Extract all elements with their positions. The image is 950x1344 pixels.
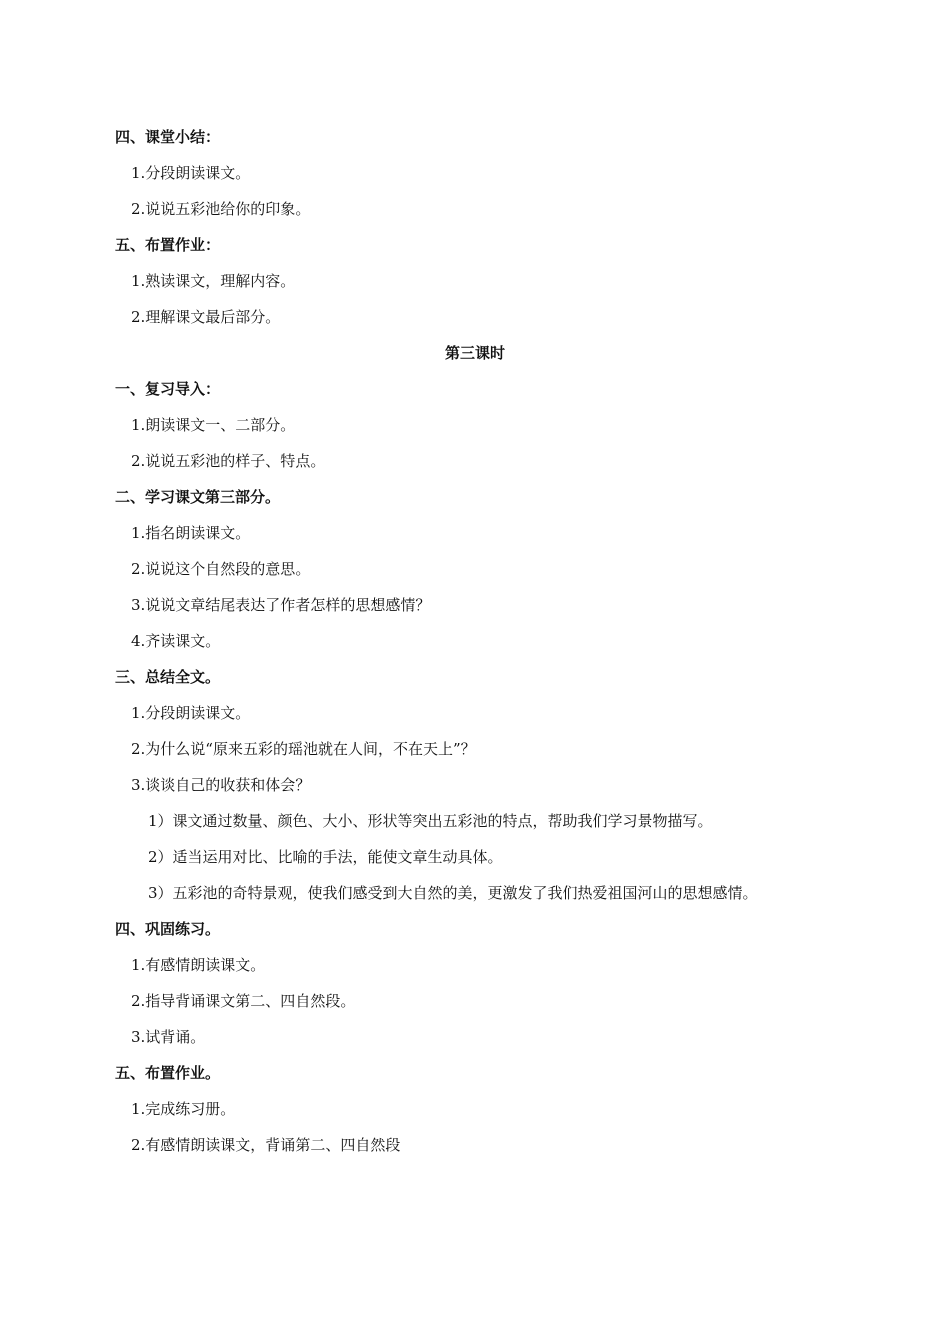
section-heading-assignment: 五、布置作业。 [115,1064,221,1082]
sub-list-item: 1）课文通过数量、颜色、大小、形状等突出五彩池的特点，帮助我们学习景物描写。 [148,812,713,830]
list-item: 1.指名朗读课文。 [131,524,251,542]
list-item: 1.有感情朗读课文。 [131,956,266,974]
section-heading-practice: 四、巩固练习。 [115,920,221,938]
sub-list-item: 3）五彩池的奇特景观，使我们感受到大自然的美，更激发了我们热爱祖国河山的思想感情。 [148,884,758,902]
sub-list-item: 2）适当运用对比、比喻的手法，能使文章生动具体。 [148,848,503,866]
list-item: 2.为什么说“原来五彩的瑶池就在人间，不在天上”？ [131,740,476,758]
list-item: 1.分段朗读课文。 [131,164,251,182]
list-item: 2.说说五彩池给你的印象。 [131,200,311,218]
list-item: 1.朗读课文一、二部分。 [131,416,296,434]
section-heading-homework: 五、布置作业： [115,236,221,254]
list-item: 4.齐读课文。 [131,632,221,650]
lesson-title: 第三课时 [444,344,505,362]
list-item: 3.谈谈自己的收获和体会？ [131,776,311,794]
section-heading-part-three: 二、学习课文第三部分。 [115,488,281,506]
list-item: 1.分段朗读课文。 [131,704,251,722]
list-item: 3.试背诵。 [131,1028,206,1046]
list-item: 2.说说这个自然段的意思。 [131,560,311,578]
section-heading-summary: 四、课堂小结： [115,128,221,146]
list-item: 2.指导背诵课文第二、四自然段。 [131,992,356,1010]
list-item: 2.理解课文最后部分。 [131,308,281,326]
list-item: 2.有感情朗读课文，背诵第二、四自然段 [131,1136,401,1154]
list-item: 2.说说五彩池的样子、特点。 [131,452,326,470]
section-heading-review: 一、复习导入： [115,380,221,398]
section-heading-conclusion: 三、总结全文。 [115,668,221,686]
list-item: 3.说说文章结尾表达了作者怎样的思想感情？ [131,596,431,614]
list-item: 1.完成练习册。 [131,1100,236,1118]
list-item: 1.熟读课文，理解内容。 [131,272,296,290]
